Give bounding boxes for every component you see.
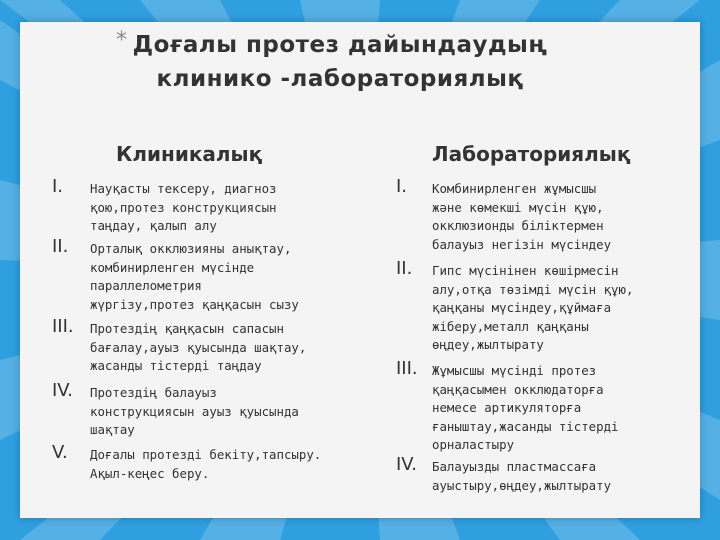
clinical-item-text: Протездің қаңқасын сапасын бағалау,ауыз қуысында шақтау, жасанды тістерді таңдау [90,321,307,374]
clinical-item-text: Науқасты тексеру, диагноз қою,протез конструкциясын таңдау, қалып алу [90,181,277,234]
clinical-item-text: Орталық окклюзияны анықтау, комбинирленген мүсінде параллелометрия жүргізу,протез қаңқасын сызу [90,241,299,312]
clinical-item-text: Протездің балауыз конструкциясын ауыз қуысында шақтау [90,385,299,438]
laboratory-item-text: Гипс мүсінінен көшірмесін алу,отқа төзімді мүсін құю, қаңқаны мүсіндеу,құймаға жіберу,металл қаңқаны өңдеу,жылтырату [432,263,634,353]
clinical-item-text: Доғалы протезді бекіту,тапсыру. Ақыл-кеңес беру. [90,447,322,481]
clinical-heading: Клиникалық [116,142,263,166]
laboratory-item-text: Комбинирленген жұмысшы және көмекші мүсін құю, окклюзионды біліктермен балауыз негізін мүсіндеу [432,181,612,252]
laboratory-item-number: III. [396,358,418,379]
clinical-item-number: V. [52,442,68,463]
laboratory-item-number: II. [396,258,413,279]
clinical-item-number: I. [52,176,64,197]
laboratory-heading: Лабораториялық [432,142,631,166]
clinical-item-number: II. [52,236,69,257]
laboratory-item-text: Жұмысшы мүсінді протез қаңқасымен окклюдаторға немесе артикуляторға ғаныштау,жасанды тістерді орналастыру [432,363,619,453]
clinical-item-number: III. [52,316,74,337]
slide-title: Доғалы протез дайындаудың клинико -лабораториялық [132,32,548,92]
clinical-item-number: IV. [52,380,74,401]
laboratory-item-text: Балауызды пластмассаға ауыстыру,өңдеу,жылтырату [432,459,612,493]
title-star: * [116,28,127,53]
laboratory-item-number: I. [396,176,408,197]
laboratory-item-number: IV. [396,454,418,475]
